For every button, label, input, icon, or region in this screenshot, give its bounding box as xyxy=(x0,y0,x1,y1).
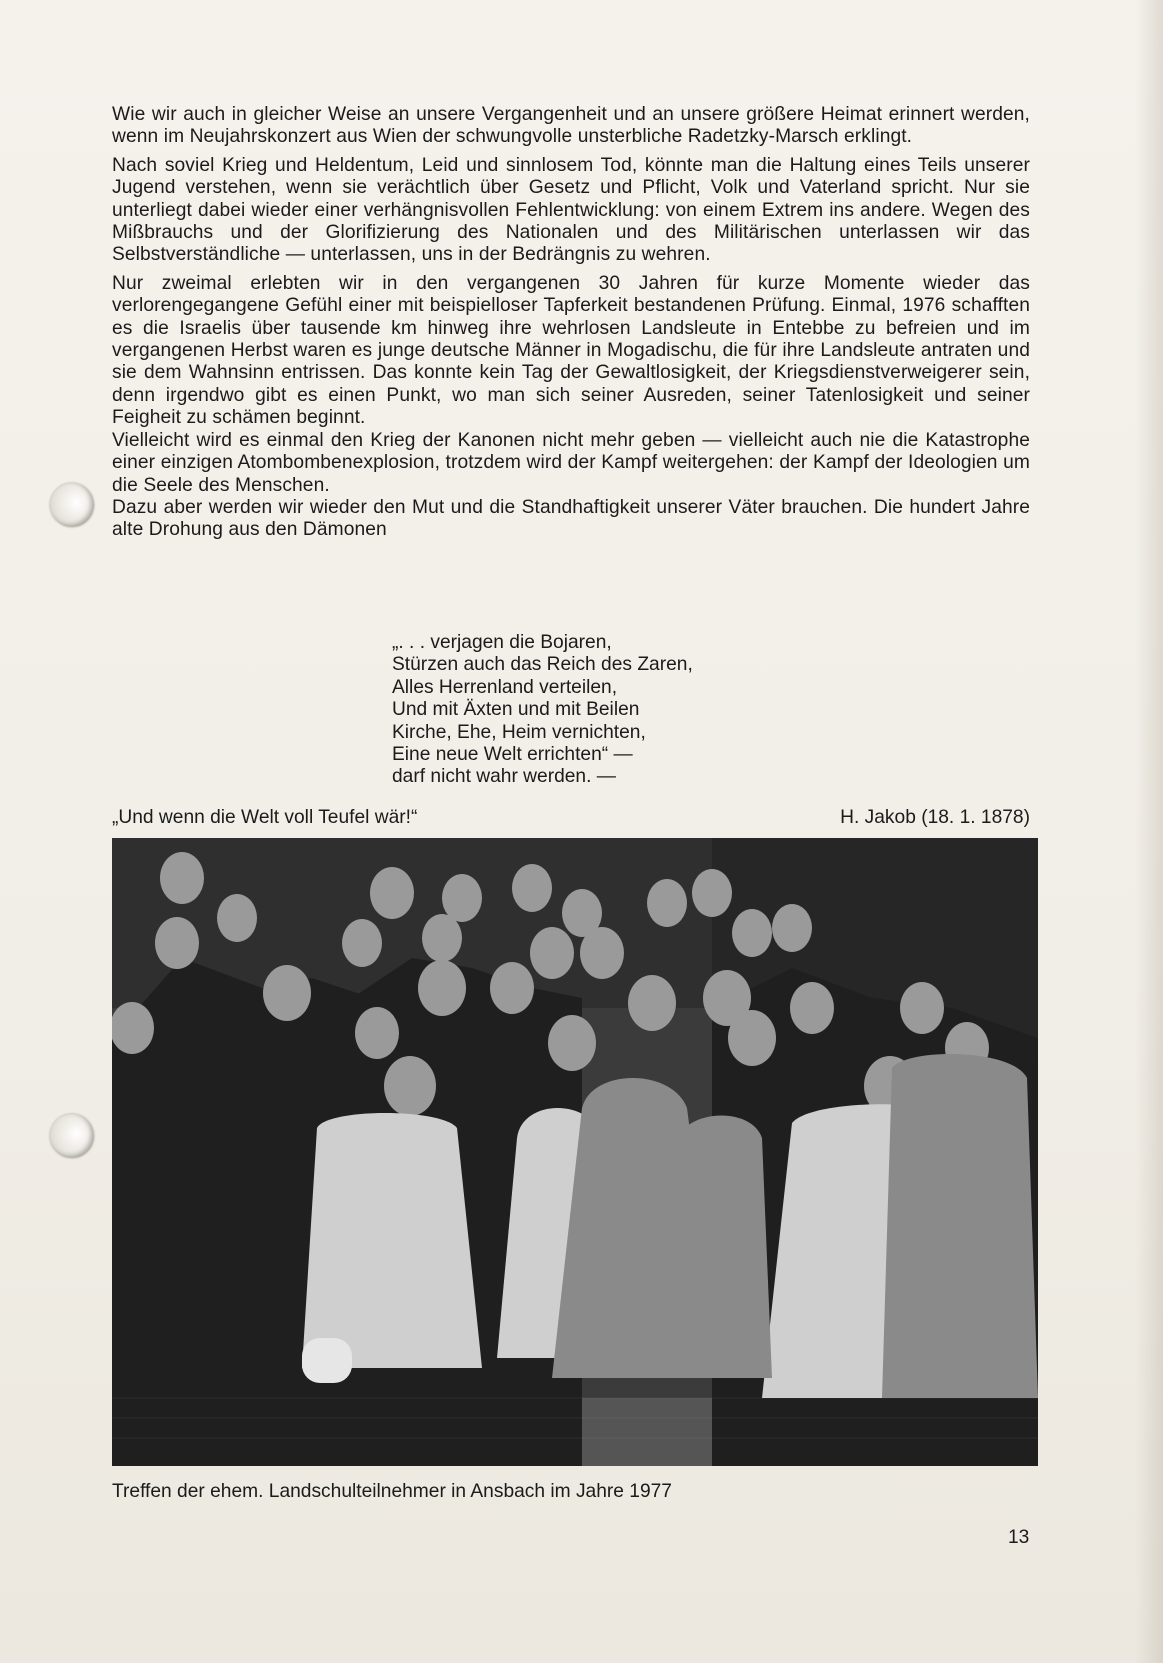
paragraph: Dazu aber werden wir wieder den Mut und die Standhaftigkeit unserer Väter brauchen. Die hundert Jahre alte Drohung aus den Dämonen xyxy=(112,496,1030,541)
quote-line xyxy=(112,807,1030,829)
punch-hole xyxy=(50,483,94,527)
body-text xyxy=(112,104,1030,542)
poem-line: Stürzen auch das Reich des Zaren, xyxy=(392,654,693,676)
poem-line: Und mit Äxten und mit Beilen xyxy=(392,699,640,721)
quote-attribution: H. Jakob (18. 1. 1878) xyxy=(840,807,1030,828)
paragraph: Nach soviel Krieg und Heldentum, Leid und sinnlosem Tod, könnte man die Haltung eines Teils unserer Jugend verstehen, wenn sie verächtlich über Gesetz und Pflicht, Volk und Vaterland spricht. Nur sie unterliegt dabei wieder einer verhängnisvollen Fehlentwicklung: von einem Extrem ins andere. Wegen des Mißbrauchs und der Glorifizierung des Nationalen und des Militärischen unterlassen wir das Selbstverständliche — unterlassen, uns in der Bedrängnis zu wehren. xyxy=(112,154,1030,266)
paragraph: Wie wir auch in gleicher Weise an unsere Vergangenheit und an unsere größere Heimat erinnert werden, wenn im Neujahrskonzert aus Wien der schwungvolle unsterbliche Radetzky-Marsch erklingt. xyxy=(112,104,1030,148)
poem-line: Eine neue Welt errichten“ — xyxy=(392,744,633,766)
punch-hole xyxy=(50,1114,94,1158)
page-edge-shadow xyxy=(1135,0,1163,1663)
page-number: 13 xyxy=(1008,1527,1030,1548)
poem-line: darf nicht wahr werden. — xyxy=(392,766,616,788)
group-photo-illustration xyxy=(112,838,1038,1466)
group-photo xyxy=(112,838,1038,1466)
paragraph: Vielleicht wird es einmal den Krieg der Kanonen nicht mehr geben — vielleicht auch nie die Katastrophe einer einzigen Atombombenexplosion, trotzdem wird der Kampf weitergehen: der Kampf der Ideologien um die Seele des Menschen. xyxy=(112,429,1030,496)
poem-line: Alles Herrenland verteilen, xyxy=(392,676,618,698)
poem-line: Kirche, Ehe, Heim vernichten, xyxy=(392,721,646,743)
paragraph: Nur zweimal erlebten wir in den vergangenen 30 Jahren für kurze Momente wieder das verlorengegangene Gefühl einer mit beispielloser Tapferkeit bestandenen Prüfung. Einmal, 1976 schafften es die Israelis über tausende km hinweg ihre wehrlosen Landsleute in Entebbe zu befreien und im vergangenen Herbst waren es junge deutsche Männer in Mogadischu, die für ihre Landsleute antraten und sie dem Wahnsinn entrissen. Das konnte kein Tag der Gewaltlosigkeit, der Kriegsdienstverweigerer sein, denn irgendwo gibt es einen Punkt, wo man sich seiner Ausreden, seiner Tatenlosigkeit und seiner Feigheit zu schämen beginnt. xyxy=(112,272,1030,429)
photo-caption: Treffen der ehem. Landschulteilnehmer in Ansbach im Jahre 1977 xyxy=(112,1481,672,1502)
poem-line: „. . . verjagen die Bojaren, xyxy=(392,632,612,653)
poem-quote xyxy=(392,632,693,789)
closing-quote: „Und wenn die Welt voll Teufel wär!“ xyxy=(112,807,418,828)
